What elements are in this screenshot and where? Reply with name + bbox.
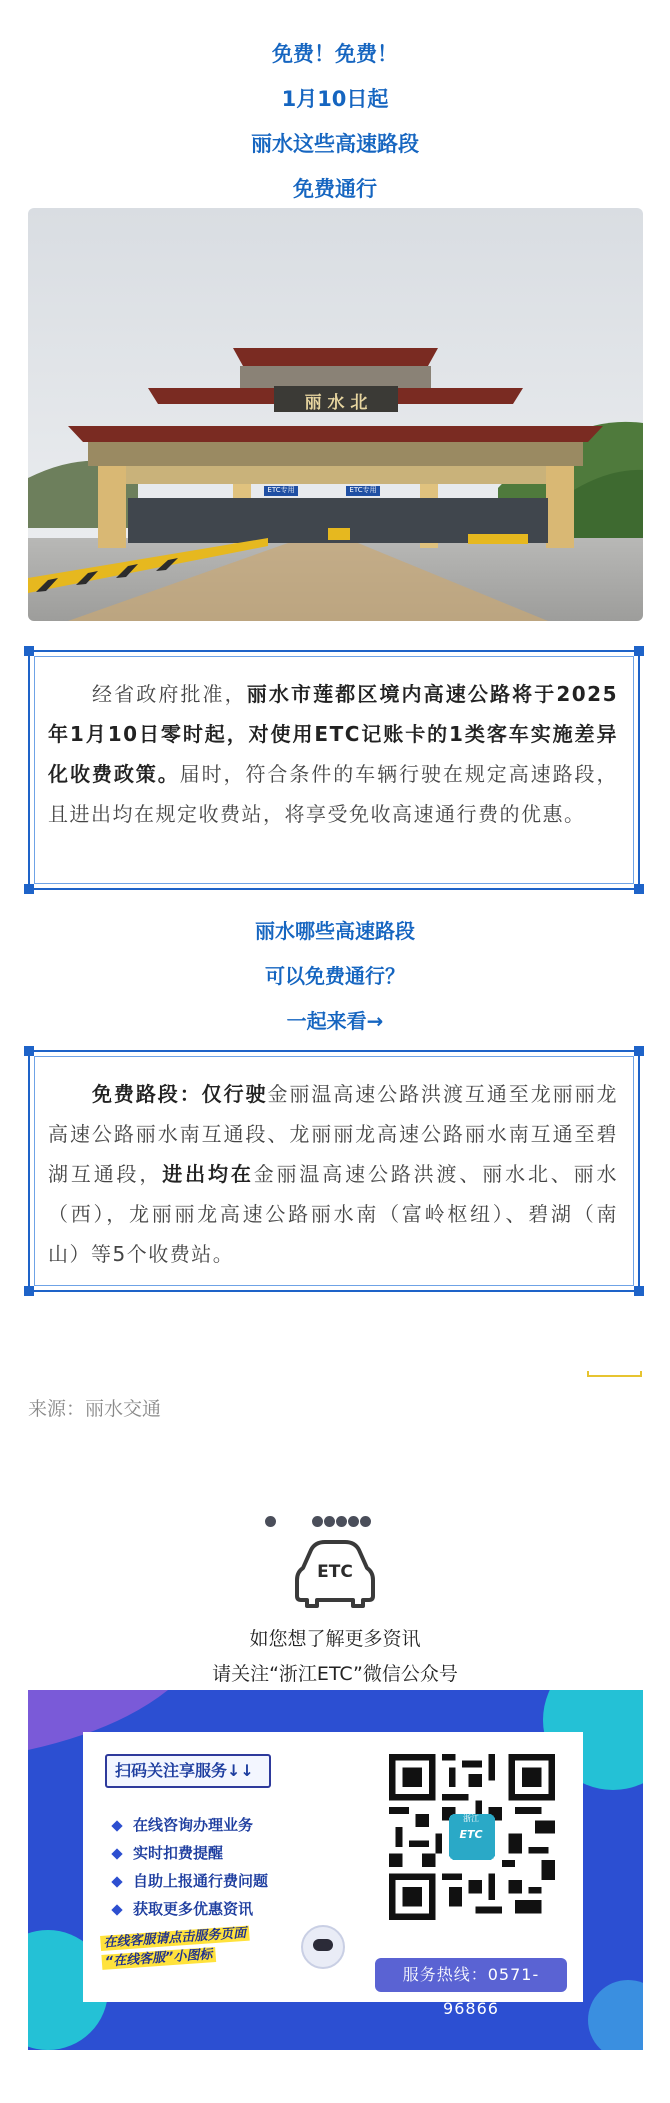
diamond-bullet-icon (111, 1820, 122, 1831)
subhead-line-3 (0, 1005, 670, 1034)
subhead-line-1: 丽水哪些高速路段 (255, 919, 415, 943)
diamond-bullet-icon (111, 1876, 122, 1887)
policy-bold: 丽水市莲都区境内高速公路将于2025年1月10日零时起，对使用ETC记账卡的1类客车实施差异化收费政策。 (48, 682, 618, 786)
diamond-bullet-icon (111, 1904, 122, 1915)
feature-item (113, 1898, 253, 1919)
policy-box (28, 650, 640, 890)
qr-code[interactable] (389, 1754, 555, 1920)
routes-label-1: 免费路段：仅行驶 (92, 1082, 268, 1106)
feature-label: 在线咨询办理业务 (133, 1816, 254, 1834)
feature-item (113, 1842, 223, 1863)
routes-label-2: 进出均在 (162, 1162, 254, 1186)
headline-line-1: 免费！免费！ (272, 42, 398, 66)
routes-box (28, 1050, 640, 1292)
follow-line-2: 请关注“浙江ETC”微信公众号 (212, 1663, 458, 1685)
headline-line-3: 丽水这些高速路段 (251, 132, 419, 156)
etc-badge: ETC (317, 1562, 353, 1582)
service-banner (28, 1690, 643, 2050)
qr-badge: ETC (459, 1828, 483, 1841)
qr-badge-top: 浙江 (463, 1814, 479, 1823)
decor-dots (0, 1516, 670, 1528)
routes-text-2: 金丽温高速公路洪渡、丽水北、丽水（西），龙丽丽龙高速公路丽水南（富岭枢纽）、碧湖（南山）等5个收费站。 (48, 1162, 619, 1266)
slogan-line-2: “在线客服”小图标 (101, 1947, 216, 1970)
slogan-line-1: 在线客服请点击服务页面 (100, 1926, 250, 1951)
arrow-right-icon: → (366, 1009, 384, 1033)
feature-item (113, 1814, 253, 1835)
car-icon (293, 1538, 377, 1610)
mascot-icon (301, 1925, 345, 1969)
source-text: 来源：丽水交通 (28, 1398, 162, 1420)
follow-line-1: 如您想了解更多资讯 (249, 1628, 421, 1650)
policy-text (30, 652, 638, 854)
diamond-bullet-icon (111, 1848, 122, 1859)
headline-line-4: 免费通行 (293, 177, 377, 201)
feature-item (113, 1870, 268, 1891)
decor-bracket (587, 1371, 642, 1377)
slogan (100, 1920, 302, 1972)
routes-text-1: 金丽温高速公路洪渡互通至龙丽丽龙高速公路丽水南互通段、龙丽丽龙高速公路丽水南互通至碧湖互通段， (48, 1082, 619, 1186)
subhead-text: 一起来看 (286, 1009, 367, 1033)
scan-title: 扫码关注享服务↓↓ (105, 1754, 271, 1788)
service-card (83, 1732, 583, 2018)
policy-lead: 经省政府批准， (92, 682, 247, 706)
headline-line-2: 1月10日起 (281, 87, 389, 111)
routes-text (30, 1052, 638, 1294)
policy-rest: 届时，符合条件的车辆行驶在规定高速路段，且进出均在规定收费站，将享受免收高速通行费的优惠。 (48, 762, 619, 826)
gate-sign: 丽 水 北 (304, 393, 368, 413)
feature-label: 自助上报通行费问题 (133, 1872, 269, 1890)
feature-label: 实时扣费提醒 (133, 1844, 224, 1862)
toll-gate-photo (28, 208, 643, 621)
etc-lane-label-2: ETC专用 (349, 486, 377, 494)
subhead-line-2: 可以免费通行？ (265, 964, 405, 988)
feature-label: 获取更多优惠资讯 (133, 1900, 254, 1918)
etc-lane-label: ETC专用 (267, 486, 295, 494)
hotline-badge: 服务热线：0571-96866 (375, 1958, 567, 1992)
